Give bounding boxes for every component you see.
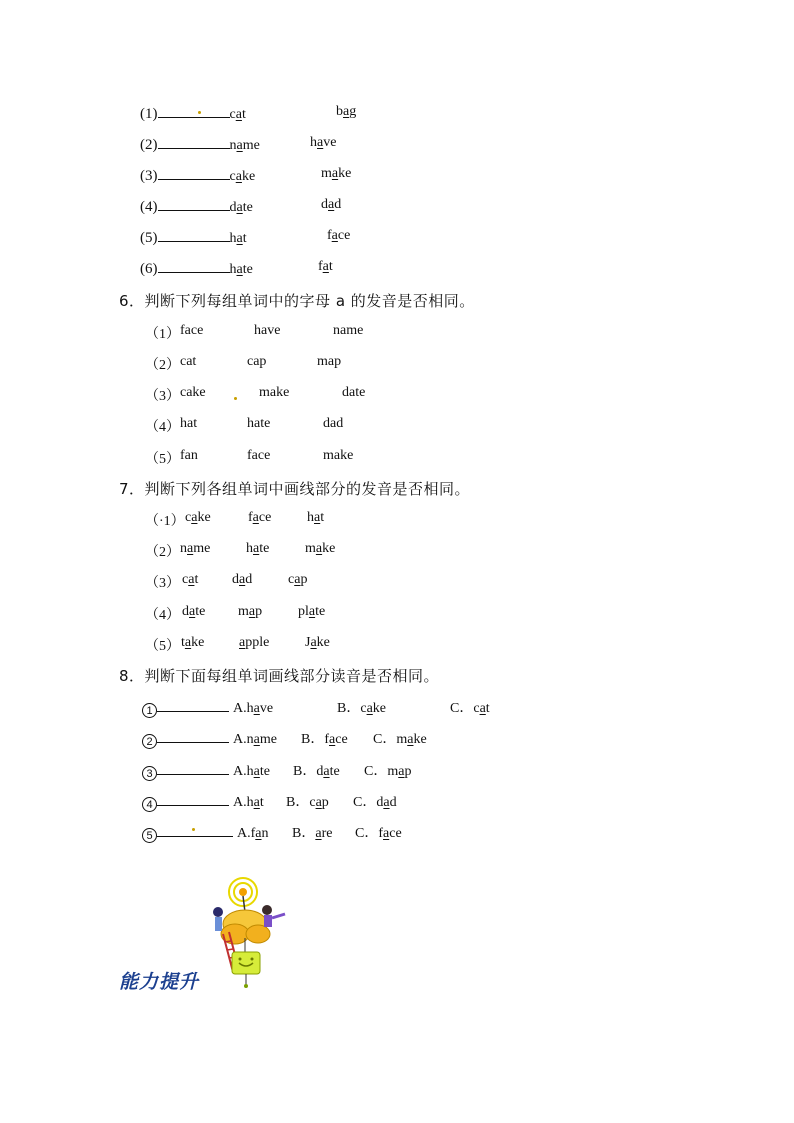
- q7-row-4-word-3: plate: [298, 604, 326, 619]
- answer-blank[interactable]: [157, 822, 233, 837]
- q7-row-4-word-1: date: [182, 604, 206, 619]
- q7-row-2-word-3: make: [305, 541, 336, 556]
- q5-row-6-word-b: fat: [318, 259, 333, 274]
- q7-row-3-label: （3）: [145, 576, 180, 591]
- q6-row-5-word-1: fan: [180, 448, 198, 463]
- q8-row-5: 5 A.fan: [142, 822, 269, 843]
- q6-row-3-word-2: make: [259, 385, 290, 400]
- q6-row-2-label: （2）: [145, 358, 180, 373]
- word-a: hate: [229, 262, 253, 277]
- q5-row-2: [140, 134, 260, 154]
- q6-row-5-label: （5）: [145, 452, 180, 467]
- q5-row-1-word-b: bag: [336, 104, 357, 119]
- circled-number: 4: [142, 797, 157, 812]
- stray-dot: [234, 397, 237, 400]
- word-a: hat: [229, 231, 247, 246]
- q6-row-2-word-3: map: [317, 354, 342, 369]
- q6-row-2-word-1: cat: [180, 354, 197, 369]
- q5-row-3-word-b: make: [321, 166, 352, 181]
- q8-row-1: 1 A.have: [142, 697, 273, 718]
- q8-row-3: 3 A.hate: [142, 760, 270, 781]
- q8-row-2-opt-c: C．make: [373, 732, 427, 747]
- q7-row-2-word-2: hate: [246, 541, 270, 556]
- circled-number: 5: [142, 828, 157, 843]
- word-a: name: [229, 138, 260, 153]
- q5-row-4-word-b: dad: [321, 197, 342, 212]
- ability-banner: [115, 872, 305, 997]
- answer-blank[interactable]: [158, 165, 230, 180]
- q6-row-5-word-2: face: [247, 448, 271, 463]
- q6-row-3-label: （3）: [145, 389, 180, 404]
- q5-row-1: [140, 103, 246, 123]
- row-label: (4): [140, 199, 158, 215]
- q8-row-2-opt-b: B．face: [301, 732, 348, 747]
- word-a: cat: [229, 107, 246, 122]
- q6-row-5-word-3: make: [323, 448, 354, 463]
- q6-row-4-label: （4）: [145, 420, 180, 435]
- q7-row-5-word-2: apple: [239, 635, 270, 650]
- q7-row-3-word-1: cat: [182, 572, 199, 587]
- q8-title: 8．判断下面每组单词画线部分读音是否相同。: [119, 667, 440, 685]
- q8-row-1-opt-b: B．cake: [337, 701, 386, 716]
- q5-row-3: [140, 165, 255, 185]
- q7-row-2-label: （2）: [145, 545, 180, 560]
- word-a: cake: [229, 169, 256, 184]
- q8-row-2: 2 A.name: [142, 728, 277, 749]
- q6-row-4-word-2: hate: [247, 416, 271, 431]
- q7-row-4-label: （4）: [145, 608, 180, 623]
- word-a: date: [229, 200, 253, 215]
- q6-row-3-word-3: date: [342, 385, 366, 400]
- q5-row-2-word-b: have: [310, 135, 337, 150]
- q6-row-1-word-3: name: [333, 323, 364, 338]
- q6-row-1-label: （1）: [145, 327, 180, 342]
- answer-blank[interactable]: [157, 728, 229, 743]
- stray-dot: [192, 828, 195, 831]
- q7-row-2-word-1: name: [180, 541, 211, 556]
- q7-row-1-label: （·1）: [145, 514, 185, 529]
- q5-row-5-word-b: face: [327, 228, 351, 243]
- q6-row-1-word-2: have: [254, 323, 281, 338]
- answer-blank[interactable]: [158, 103, 230, 118]
- q5-row-5: [140, 227, 247, 247]
- section-title: 能力提升: [119, 971, 200, 993]
- stray-dot: [198, 111, 201, 114]
- q8-row-5-opt-b: B．are: [292, 826, 333, 841]
- q8-row-3-opt-c: C．map: [364, 764, 412, 779]
- row-label: (2): [140, 137, 158, 153]
- answer-blank[interactable]: [157, 697, 229, 712]
- q6-title: 6．判断下列每组单词中的字母 a 的发音是否相同。: [119, 292, 475, 310]
- q7-row-3-word-2: dad: [232, 572, 253, 587]
- answer-blank[interactable]: [158, 227, 230, 242]
- q6-row-1-word-1: face: [180, 323, 204, 338]
- q8-row-5-opt-c: C．face: [355, 826, 402, 841]
- q7-row-1-word-3: hat: [307, 510, 325, 525]
- q7-row-5-word-3: Jake: [305, 635, 330, 650]
- row-label: (5): [140, 230, 158, 246]
- q7-row-1-word-2: face: [248, 510, 272, 525]
- answer-blank[interactable]: [158, 196, 230, 211]
- q7-row-5-label: （5）: [145, 639, 180, 654]
- q7-title: 7．判断下列各组单词中画线部分的发音是否相同。: [119, 480, 471, 498]
- q6-row-3-word-1: cake: [180, 385, 206, 400]
- q8-row-4-opt-b: B．cap: [286, 795, 329, 810]
- q6-row-4-word-3: dad: [323, 416, 344, 431]
- q8-row-3-opt-b: B．date: [293, 764, 340, 779]
- circled-number: 3: [142, 766, 157, 781]
- row-label: (6): [140, 261, 158, 277]
- circled-number: 2: [142, 734, 157, 749]
- answer-blank[interactable]: [158, 258, 230, 273]
- row-label: (3): [140, 168, 158, 184]
- q8-row-1-opt-c: C．cat: [450, 701, 490, 716]
- q7-row-3-word-3: cap: [288, 572, 308, 587]
- q8-row-4: 4 A.hat: [142, 791, 264, 812]
- q8-row-4-opt-c: C．dad: [353, 795, 397, 810]
- q7-row-4-word-2: map: [238, 604, 263, 619]
- q7-row-5-word-1: take: [181, 635, 205, 650]
- q7-row-1-word-1: cake: [185, 510, 211, 525]
- row-label: (1): [140, 106, 158, 122]
- answer-blank[interactable]: [157, 791, 229, 806]
- circled-number: 1: [142, 703, 157, 718]
- q5-row-6: [140, 258, 253, 278]
- q6-row-4-word-1: hat: [180, 416, 198, 431]
- q6-row-2-word-2: cap: [247, 354, 267, 369]
- answer-blank[interactable]: [158, 134, 230, 149]
- answer-blank[interactable]: [157, 760, 229, 775]
- q5-row-4: [140, 196, 253, 216]
